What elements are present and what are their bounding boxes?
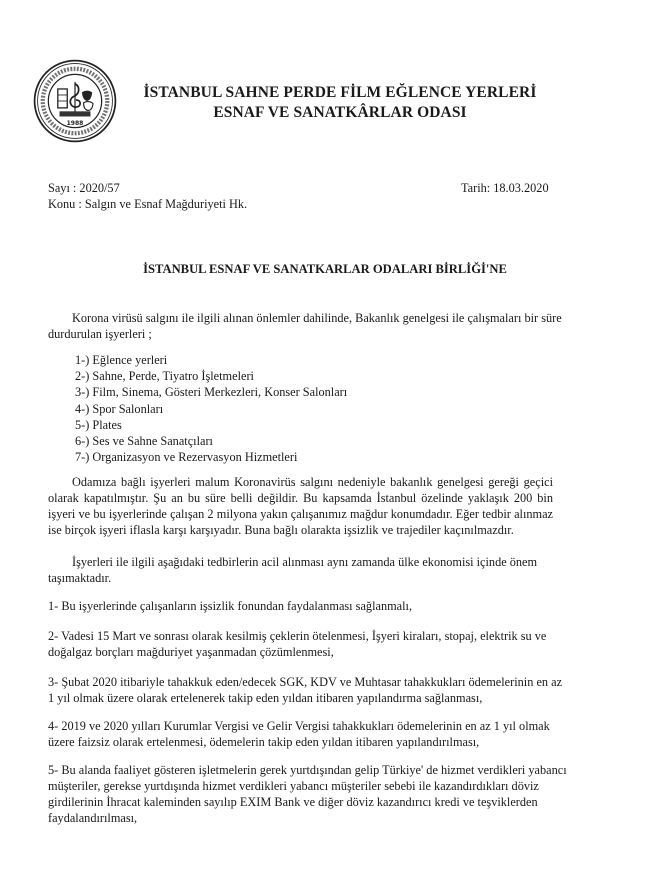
org-title-line-2: ESNAF VE SANATKÂRLAR ODASI [213,104,467,121]
measure-item-2: 2- Vadesi 15 Mart ve sonrası olarak kesilmiş çeklerin ötelenmesi, İşyeri kiraları, stopaj, elektrik su ve doğalgaz borçları mağduriyet yaşanmadan çözümlenmesi, [48,629,547,659]
intro-paragraph: Korona virüsü salgını ile ilgili alınan önlemler dahilinde, Bakanlık genelgesi ile çalışmaları bir süre durdurulan işyerleri ; [48,311,562,341]
measure-item-3: 3- Şubat 2020 itibariyle tahakkuk eden/edecek SGK, KDV ve Muhtasar tahakkukları ödemelerinin en az 1 yıl olmak üzere olarak ertelenerek takip eden yıldan itibaren yapılandırma sağlanması, [48,675,563,705]
document-date: Tarih: 18.03.2020 [461,181,549,195]
list-item: 5-) Plates [75,417,122,432]
sayi-number: Sayı : 2020/57 [48,181,120,195]
affected-businesses-list [75,352,347,465]
list-item: 7-) Organizasyon ve Rezervasyon Hizmetleri [75,450,298,465]
konu-subject: Konu : Salgın ve Esnaf Mağduriyeti Hk. [48,197,248,211]
list-item: 1-) Eğlence yerleri [75,353,168,367]
list-item: 3-) Film, Sinema, Gösteri Merkezleri, Konser Salonları [75,385,348,400]
chamber-seal-logo [32,58,118,144]
situation-paragraph: Odamıza bağlı işyerleri malum Koronavirüs salgını nedeniyle bakanlık genelgesi gereği geçici olarak kapatılmıştır. Şu an bu süre belli değildir. Bu kapsamda İstanbul özelinde yaklaşık 200 bin işyeri ve bu işyerlerinde çalışan 2 milyona yakın çalışanımız mağdur konumdadır. Eğer tedbir alınmaz ise birçok işyeri iflasla karşı karşıyadır. Buna bağlı olarakta işsizlik ve trajediler kaçınılmazdır. [48,475,553,537]
measure-item-5: 5- Bu alanda faaliyet gösteren işletmelerin gerek yurtdışından gelip Türkiye' de hizmet verdikleri yabancı müşteriler, gerekse yurtdışında hizmet verdikleri yabancı müşteriler sebebi ile kazandırdıkları döviz girdilerinin İhracat kaleminden sayılıp EXIM Bank ve diğer döviz kazandırıcı kredi ve teşviklerden faydalandırılması, [48,763,567,825]
measures-intro-paragraph: İşyerleri ile ilgili aşağıdaki tedbirlerin acil alınması aynı zamanda ülke ekonomisi içinde önem taşımaktadır. [48,555,538,585]
measure-item-1: 1- Bu işyerlerinde çalışanların işsizlik fonundan faydalanması sağlanmalı, [48,599,413,613]
addressee-heading: İSTANBUL ESNAF VE SANATKARLAR ODALARI BİRLİĞİ'NE [143,262,507,276]
svg-text:1988: 1988 [66,120,84,128]
list-item: 6-) Ses ve Sahne Sanatçıları [75,434,213,449]
measure-item-4: 4- 2019 ve 2020 yılları Kurumlar Vergisi ve Gelir Vergisi tahakkukları ödemelerinin en az 1 yıl olmak üzere faizsiz olarak ertelenmesi, ödemelerin takip eden yıldan itibaren yapılandırılması, [48,719,550,749]
list-item: 2-) Sahne, Perde, Tiyatro İşletmeleri [75,369,254,384]
list-item: 4-) Spor Salonları [75,401,164,416]
org-title-line-1: İSTANBUL SAHNE PERDE FİLM EĞLENCE YERLERİ [143,84,537,101]
